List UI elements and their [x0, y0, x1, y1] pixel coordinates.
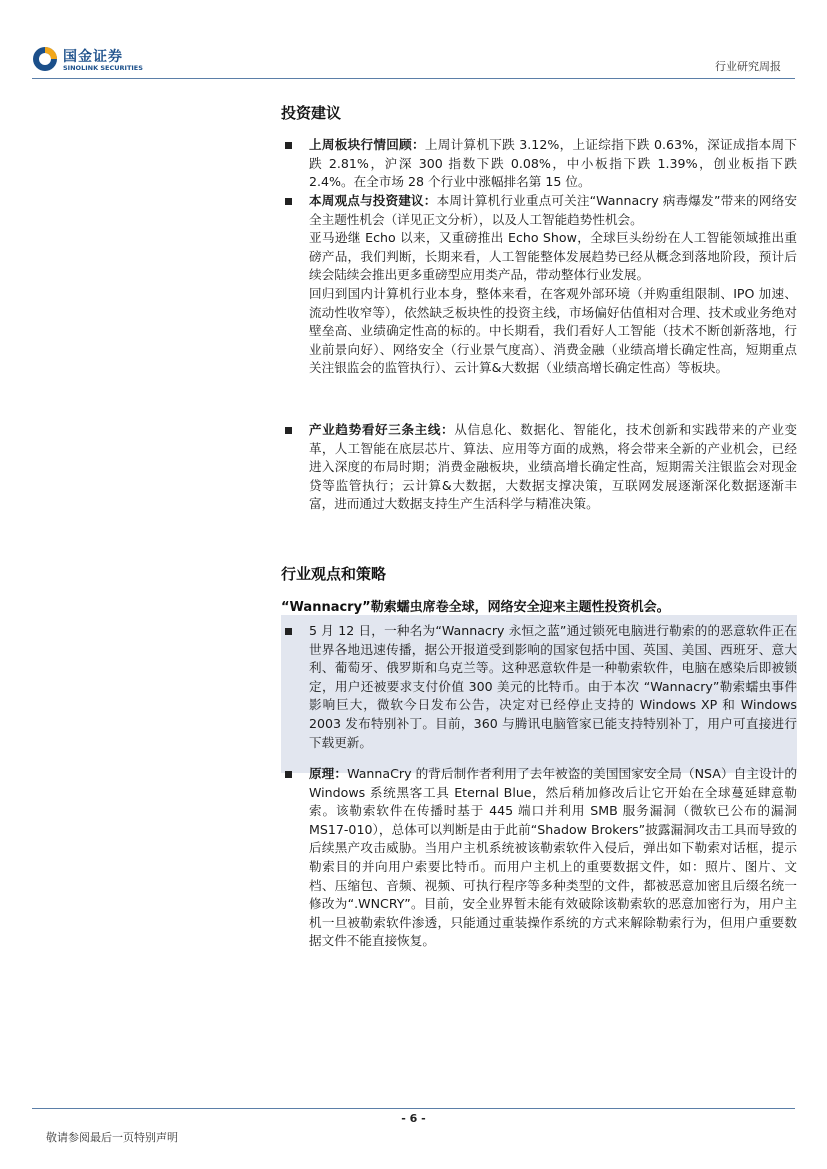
- list-item: [285, 765, 797, 951]
- subheading: “Wannacry”勒索蠕虫席卷全球，网络安全迎来主题性投资机会。: [281, 600, 670, 615]
- page-header: [0, 0, 827, 80]
- item-text: 上周计算机下跌 3.12%，上证综指下跌 0.63%，深证成指本周下跌 2.81%，沪深 300 指数下跌 0.08%，中小板指下跌 1.39%，创业板指下跌 2.4%。在全市场 28 个行业中涨幅排名第 15 位。: [309, 137, 797, 190]
- disclaimer-note: 敬请参阅最后一页特别声明: [46, 1131, 178, 1144]
- bullet-icon: [285, 628, 292, 635]
- item-label: 本周观点与投资建议：: [309, 193, 437, 208]
- logo-mark-icon: [32, 46, 58, 72]
- list-item: [285, 622, 797, 752]
- list-item: [285, 136, 797, 192]
- item-paragraph: 回归到国内计算机行业本身，整体来看，在客观外部环境（并购重组限制、IPO 加速、流动性收窄等），依然缺乏板块性的投资主线，市场偏好估值相对合理、技术或业务绝对壁垒高、业绩确定性高的标的。中长期看，我们看好人工智能（技术不断创新落地，行业前景向好）、网络安全（行业景气度高）、消费金融（业绩高增长确定性高，短期重点关注银监会的监管执行）、云计算&大数据（业绩高增长确定性高）等板块。: [309, 285, 797, 376]
- item-label: 原理：: [309, 766, 348, 781]
- list-item: [285, 192, 797, 378]
- company-logo: [32, 46, 162, 78]
- footer-divider: [32, 1108, 795, 1109]
- bullet-icon: [285, 198, 292, 205]
- header-divider: [32, 78, 795, 79]
- bullet-icon: [285, 427, 292, 434]
- item-text: 5 月 12 日，一种名为“Wannacry 永恒之蓝”通过锁死电脑进行勒索的的恶意软件正在世界各地迅速传播，据公开报道受到影响的国家包括中国、英国、美国、西班牙、意大利、葡萄牙、俄罗斯和乌克兰等。这种恶意软件是一种勒索软件，电脑在感染后即被锁定，用户还被要求支付价值 300 美元的比特币。由于本次 “Wannacry”勒索蠕虫事件影响巨大，微软今日发布公告，决定对已经停止支持的 Windows XP 和 Windows 2003 发布特别补丁。目前，360 与腾讯电脑管家已能支持特别补丁，用户可直接进行下载更新。: [309, 623, 797, 750]
- item-label: 产业趋势看好三条主线：: [309, 422, 455, 437]
- item-paragraph: 亚马逊继 Echo 以来，又重磅推出 Echo Show，全球巨头纷纷在人工智能领域推出重磅产品，我们判断，长期来看，人工智能整体发展趋势已经从概念到落地阶段，预计后续会陆续会推出更多重磅型应用类产品，带动整体行业发展。: [309, 230, 797, 283]
- bullet-icon: [285, 142, 292, 149]
- item-label: 上周板块行情回顾：: [309, 137, 425, 152]
- list-item: [285, 421, 797, 514]
- page-number: - 6 -: [401, 1112, 426, 1125]
- logo-text-cn: 国金证券: [63, 49, 123, 65]
- item-text: 从信息化、数据化、智能化，技术创新和实践带来的产业变革，人工智能在底层芯片、算法、应用等方面的成熟，将会带来全新的产业机会，已经进入深度的布局时期；消费金融板块，业绩高增长确定性高，短期需关注银监会对现金贷等监管执行；云计算&大数据，大数据支撑决策，互联网发展逐渐深化数据逐渐丰富，进而通过大数据支持生产生活科学与精准决策。: [309, 422, 798, 512]
- item-text: WannaCry 的背后制作者利用了去年被盗的美国国家安全局（NSA）自主设计的 Windows 系统黑客工具 Eternal Blue，然后稍加修改后让它开始在全球蔓延肆意勒索。该勒索软件在传播时基于 445 端口并利用 SMB 服务漏洞（微软已公布的漏洞 MS17-010），总体可以判断是由于此前“Shadow Brokers”披露漏洞攻击工具而导致的后续黑产攻击威胁。当用户主机系统被该勒索软件入侵后，弹出如下勒索对话框，提示勒索目的并向用户索要比特币。而用户主机上的重要数据文件，如：照片、图片、文档、压缩包、音频、视频、可执行程序等多种类型的文件，都被恶意加密且后缀名统一修改为“.WNCRY”。目前，安全业界暂未能有效破除该勒索软的恶意加密行为，用户主机一旦被勒索软件渗透，只能通过重装操作系统的方式来解除勒索行为，但用户重要数据文件不能直接恢复。: [309, 766, 798, 949]
- report-type: 行业研究周报: [715, 60, 781, 73]
- section-title-industry-view: 行业观点和策略: [281, 565, 387, 583]
- item-text: 本周计算机行业重点可关注“Wannacry 病毒爆发”带来的网络安全主题性机会（详见正文分析），以及人工智能趋势性机会。: [309, 193, 798, 227]
- logo-text-en: SINOLINK SECURITIES: [63, 64, 143, 72]
- bullet-icon: [285, 771, 292, 778]
- section-title-investment-advice: 投资建议: [281, 104, 342, 122]
